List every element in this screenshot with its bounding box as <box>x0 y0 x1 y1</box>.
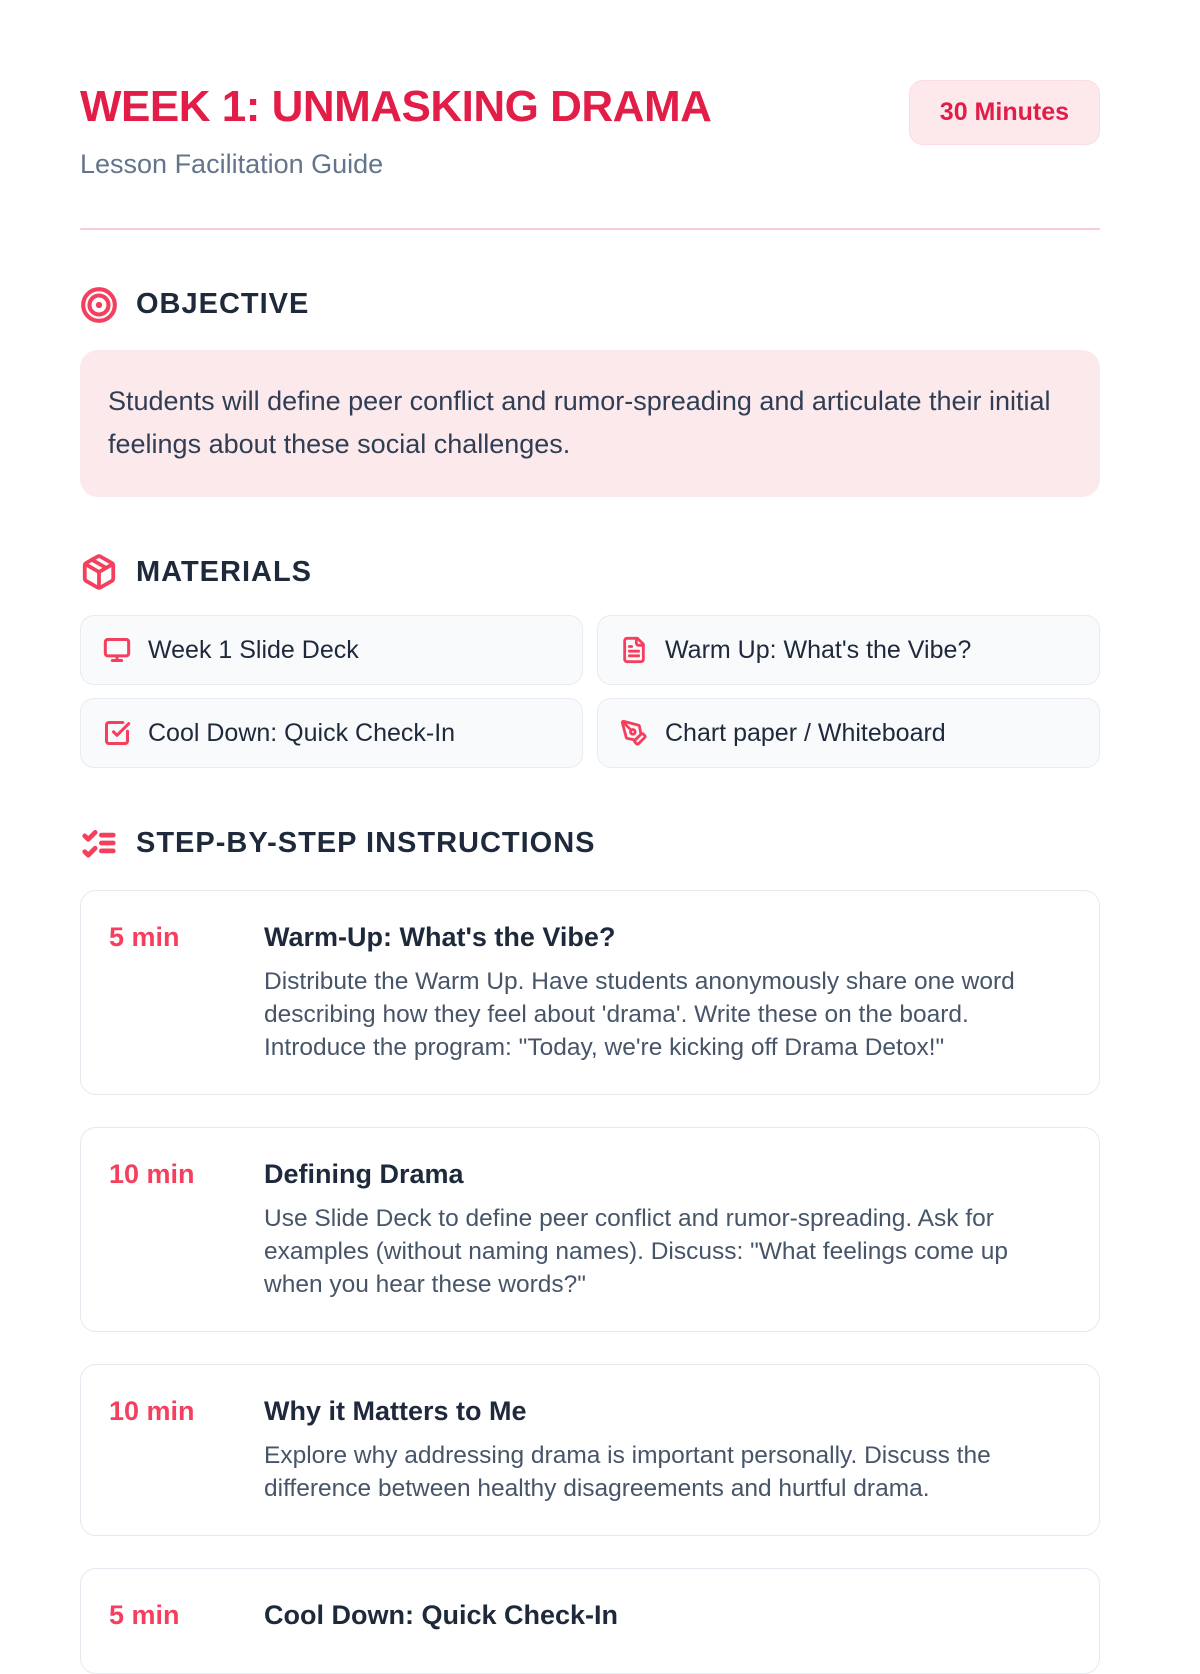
materials-heading: MATERIALS <box>136 555 313 588</box>
objective-box: Students will define peer conflict and rumor-spreading and articulate their initial feelings about these social challenges. <box>80 350 1100 497</box>
header <box>80 82 1100 180</box>
steps-list <box>80 890 1100 1674</box>
file-text-icon <box>620 636 648 664</box>
step-body <box>264 1395 1071 1505</box>
step-body <box>264 921 1071 1064</box>
materials-grid <box>80 615 1100 768</box>
page-title: WEEK 1: UNMASKING DRAMA <box>80 82 712 131</box>
monitor-icon <box>103 636 131 664</box>
step-description: Distribute the Warm Up. Have students anonymously share one word describing how they feel about 'drama'. Write these on the board. Introduce the program: "Today, we're kicking off Drama Detox!" <box>264 968 1015 1062</box>
material-label: Warm Up: What's the Vibe? <box>665 635 972 664</box>
objective-section-heading <box>80 284 1100 326</box>
materials-section-heading <box>80 551 1100 593</box>
step-card <box>80 1364 1100 1536</box>
step-time: 10 min <box>109 1159 195 1190</box>
material-label: Week 1 Slide Deck <box>148 635 359 664</box>
material-label: Cool Down: Quick Check-In <box>148 718 456 747</box>
material-card <box>597 698 1100 768</box>
steps-section-heading <box>80 822 1100 864</box>
steps-heading: STEP-BY-STEP INSTRUCTIONS <box>136 826 596 859</box>
step-body <box>264 1599 1071 1643</box>
page-subtitle: Lesson Facilitation Guide <box>80 148 384 179</box>
header-divider <box>80 228 1100 230</box>
step-card <box>80 1127 1100 1332</box>
step-description: Use Slide Deck to define peer conflict and rumor-spreading. Ask for examples (without naming names). Discuss: "What feelings come up when you hear these words?" <box>264 1205 1009 1299</box>
package-icon <box>80 553 118 591</box>
step-time: 5 min <box>109 1600 180 1631</box>
material-card <box>80 698 583 768</box>
step-title: Cool Down: Quick Check-In <box>264 1600 619 1631</box>
checkbox-icon <box>103 719 131 747</box>
step-title: Why it Matters to Me <box>264 1396 527 1427</box>
step-description: Explore why addressing drama is important personally. Discuss the difference between healthy disagreements and hurtful drama. <box>264 1442 991 1503</box>
target-icon <box>80 286 118 324</box>
objective-heading: OBJECTIVE <box>136 288 310 321</box>
step-title: Warm-Up: What's the Vibe? <box>264 922 616 953</box>
material-label: Chart paper / Whiteboard <box>665 718 946 747</box>
step-card <box>80 890 1100 1095</box>
step-time: 10 min <box>109 1396 195 1427</box>
list-checks-icon <box>80 824 118 862</box>
step-title: Defining Drama <box>264 1159 464 1190</box>
material-card <box>80 615 583 685</box>
duration-badge: 30 Minutes <box>909 80 1100 145</box>
step-body <box>264 1158 1071 1301</box>
header-titles <box>80 82 711 180</box>
step-card <box>80 1568 1100 1674</box>
step-time: 5 min <box>109 922 180 953</box>
material-card <box>597 615 1100 685</box>
pen-tool-icon <box>620 719 648 747</box>
lesson-guide-page <box>80 0 1100 1674</box>
